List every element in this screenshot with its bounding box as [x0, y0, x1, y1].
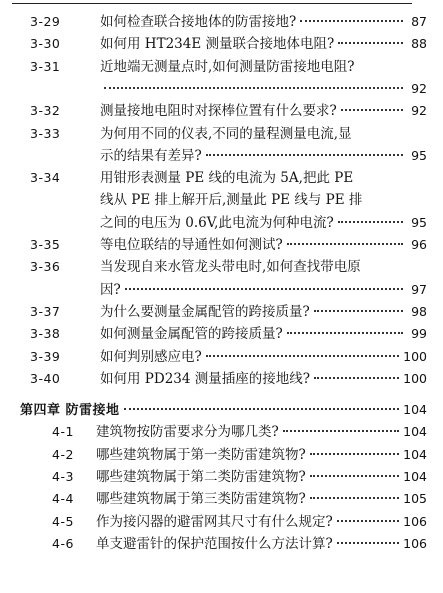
leader-dots	[310, 475, 399, 477]
entry-title: 哪些建筑物属于第一类防雷建筑物?	[96, 446, 306, 463]
toc-entry	[0, 301, 443, 323]
leader-dots	[125, 288, 403, 290]
leader-dots	[206, 355, 399, 357]
leader-dots	[287, 243, 403, 245]
toc-entry	[0, 100, 443, 122]
entry-number: 3-32	[30, 103, 61, 119]
entry-content	[100, 234, 427, 256]
entry-number: 3-35	[30, 237, 61, 252]
toc-entry	[0, 212, 443, 234]
page-number: 96	[411, 237, 427, 252]
page-number: 87	[411, 14, 427, 29]
toc-entry	[0, 56, 443, 78]
entry-title: 作为接闪器的避雷网其尺寸有什么规定?	[96, 513, 333, 530]
entry-title: 如何判别感应电?	[100, 348, 202, 365]
page-number: 104	[403, 469, 427, 484]
entry-number: 3-38	[30, 326, 61, 342]
entry-content	[100, 145, 427, 167]
entry-content	[96, 533, 427, 555]
leader-dots	[310, 453, 399, 455]
entry-number: 3-33	[30, 125, 61, 141]
page-number: 97	[411, 281, 427, 297]
entry-content	[96, 444, 427, 466]
entry-title: 当发现自来水管龙头带电时,如何查找带电原	[100, 259, 361, 276]
page-number: 92	[411, 103, 427, 119]
entry-number: 3-40	[30, 370, 61, 386]
toc-entry	[0, 323, 443, 345]
entry-title: 等电位联结的导通性如何测试?	[100, 237, 283, 253]
entry-content	[96, 511, 427, 533]
page-number: 95	[411, 147, 427, 163]
toc-entry	[0, 167, 443, 189]
entry-content	[100, 123, 427, 145]
leader-dots	[310, 497, 399, 499]
entry-content	[100, 167, 427, 189]
leader-dots	[341, 109, 403, 111]
entry-content	[100, 301, 427, 323]
entry-continuation: 因?	[100, 281, 121, 298]
leader-dots	[206, 154, 403, 156]
entry-content	[100, 33, 427, 55]
leader-dots	[300, 20, 403, 22]
toc-entry	[0, 11, 443, 33]
chapter-content	[20, 399, 427, 422]
leader-dots	[338, 221, 403, 223]
entry-continuation: 线从 PE 排上解开后,测量此 PE 线与 PE 排	[100, 192, 363, 209]
toc-entry	[0, 421, 443, 443]
entry-title: 单支避雷针的保护范围按什么方法计算?	[96, 535, 333, 552]
entry-content	[96, 421, 427, 443]
entry-number: 3-34	[30, 170, 61, 186]
entry-number: 4-6	[52, 535, 74, 551]
entry-number: 4-4	[52, 491, 74, 507]
page-number: 99	[411, 326, 427, 342]
entry-title: 如何用 PD234 测量插座的接地线?	[100, 370, 310, 387]
toc-entry	[0, 533, 443, 555]
toc-entry	[0, 466, 443, 488]
page-number: 104	[403, 424, 427, 440]
toc-entry	[0, 346, 443, 368]
toc-entry	[0, 145, 443, 167]
entry-content	[100, 346, 427, 368]
page-number: 100	[403, 370, 427, 386]
leader-dots	[337, 542, 399, 544]
entry-content	[100, 189, 427, 211]
leader-dots	[283, 430, 399, 432]
leader-dots	[314, 377, 399, 379]
page-number: 98	[411, 303, 427, 319]
page-number: 95	[411, 214, 427, 230]
entry-content	[100, 78, 427, 100]
toc-entry	[0, 488, 443, 510]
entry-content	[100, 256, 427, 278]
toc-entry	[0, 256, 443, 278]
entry-title: 哪些建筑物属于第二类防雷建筑物?	[96, 469, 306, 485]
entry-title: 哪些建筑物属于第三类防雷建筑物?	[96, 491, 306, 508]
leader-dots	[104, 87, 403, 89]
entry-number: 3-30	[30, 36, 61, 52]
toc-entry	[0, 368, 443, 390]
entry-content	[96, 488, 427, 510]
toc-entry	[0, 444, 443, 466]
entry-title: 用钳形表测量 PE 线的电流为 5A,把此 PE	[100, 170, 354, 187]
entry-title: 建筑物按防雷要求分为哪几类?	[96, 424, 279, 441]
entry-continuation: 之间的电压为 0.6V,此电流为何种电流?	[100, 214, 334, 231]
leader-dots	[338, 42, 403, 44]
toc-entry	[0, 234, 443, 256]
page-number: 106	[403, 535, 427, 551]
toc-entry	[0, 279, 443, 301]
entry-title: 近地端无测量点时,如何测量防雷接地电阻?	[100, 58, 355, 75]
top-rule	[12, 3, 412, 4]
leader-dots	[337, 520, 399, 522]
entry-number: 3-31	[30, 58, 61, 74]
page-number: 106	[403, 513, 427, 529]
entry-continuation: 示的结果有差异?	[100, 147, 202, 164]
entry-content	[100, 368, 427, 390]
toc-entry	[0, 123, 443, 145]
entry-number: 3-36	[30, 259, 61, 275]
chapter-page: 104	[403, 402, 427, 418]
entry-number: 3-29	[30, 14, 61, 29]
entry-number: 4-5	[52, 513, 74, 529]
entry-number: 4-2	[52, 446, 74, 462]
chapter-title: 第四章 防雷接地	[20, 403, 120, 419]
leader-dots	[314, 310, 403, 312]
entry-title: 为什么要测量金属配管的跨接质量?	[100, 303, 310, 320]
entry-title: 为何用不同的仪表,不同的量程测量电流,显	[100, 125, 352, 142]
chapter-heading	[0, 399, 443, 421]
entry-content	[100, 323, 427, 345]
entry-number: 4-3	[52, 469, 74, 484]
toc-entry	[0, 78, 443, 100]
leader-dots	[124, 408, 400, 410]
entry-number: 4-1	[52, 424, 74, 440]
entry-content	[100, 56, 427, 78]
entry-number: 3-37	[30, 303, 61, 319]
page-number: 104	[403, 446, 427, 462]
entry-content	[100, 279, 427, 301]
toc-entry	[0, 189, 443, 211]
toc-entry	[0, 511, 443, 533]
page-number: 100	[403, 348, 427, 364]
entry-title: 如何测量金属配管的跨接质量?	[100, 326, 283, 343]
entry-title: 如何用 HT234E 测量联合接地体电阻?	[100, 36, 335, 53]
page-number: 88	[411, 36, 427, 52]
entry-content	[100, 212, 427, 234]
entry-number: 3-39	[30, 348, 61, 364]
entry-content	[100, 11, 427, 33]
page-number: 92	[411, 80, 427, 96]
leader-dots	[287, 332, 403, 334]
page-number: 105	[403, 491, 427, 507]
toc-entry	[0, 33, 443, 55]
entry-title: 测量接地电阻时对探棒位置有什么要求?	[100, 103, 337, 120]
entry-content	[96, 466, 427, 488]
entry-content	[100, 100, 427, 122]
entry-title: 如何检查联合接地体的防雷接地?	[100, 14, 297, 30]
